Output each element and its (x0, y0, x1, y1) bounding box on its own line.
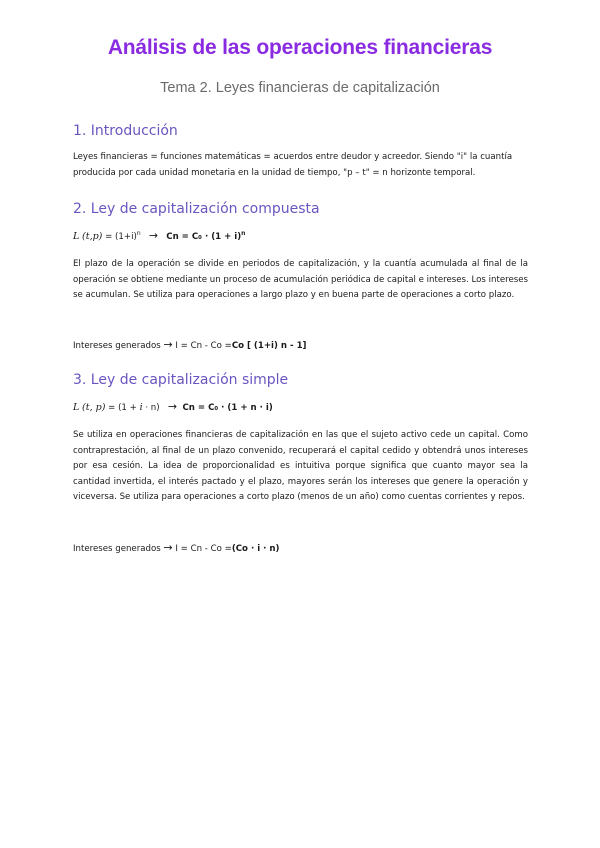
section-heading-introduccion: 1. Introducción (73, 123, 178, 139)
arrow-icon: → (163, 338, 173, 351)
section-paragraph-introduccion (73, 150, 528, 181)
formula-args: (t, p) (82, 402, 106, 413)
paragraph-line: Leyes financieras = funciones matemáticas = acuerdos entre deudor y acreedor. Siendo "i" la cuantía (73, 152, 513, 162)
formula-function: L (73, 402, 80, 413)
formula-rhs-exponent: n (241, 230, 246, 238)
document-title: Análisis de las operaciones financieras (107, 36, 493, 59)
formula-args: (t,p) (82, 231, 103, 242)
formula-lhs: = (1+i) (105, 232, 137, 242)
section-paragraph-simple: Se utiliza en operaciones financieras de capitalización en las que el sujeto activo cede un capital. Como contraprestación, al final de un plazo convenido, recuperará el capital cedido y obtendrá unos intereses por esa cesión. La idea de proporcionalidad es intuitiva porque significa que cuanto mayor sea la cantidad invertida, el interés pactado y el plazo, mayores serán los intereses que genere la operación y viceversa. Se utiliza para operaciones a corto plazo (menos de un año) como cuentas corrientes y repos. (73, 430, 528, 503)
formula-rhs: Cn = C₀ · (1 + n · i) (182, 403, 273, 413)
section-heading-compuesta: 2. Ley de capitalización compuesta (73, 201, 320, 217)
interest-expr-bold: Co [ (1+i) n - 1] (231, 341, 307, 351)
formula-rhs: Cn = C₀ · (1 + i) (166, 232, 242, 242)
interest-line-simple (73, 541, 279, 554)
section-heading-simple: 3. Ley de capitalización simple (73, 372, 289, 388)
formula-lhs-rest: · n) (145, 403, 160, 413)
arrow-icon: → (148, 229, 159, 242)
arrow-icon: → (163, 541, 173, 554)
interest-label: Intereses generados (73, 544, 161, 554)
formula-exponent: n (136, 230, 141, 238)
interest-label: Intereses generados (73, 341, 161, 351)
formula-lhs: = (1 + (108, 403, 137, 413)
interest-expr: I = Cn - Co = (175, 341, 232, 351)
formula-compuesta (73, 229, 245, 242)
section-paragraph-compuesta: El plazo de la operación se divide en periodos de capitalización, y la cuantía acumulada al final de la operación se obtiene mediante un proceso de acumulación periódica de capital e intereses. Los intereses se acumulan. Se utiliza para operaciones a largo plazo y en buena parte de operaciones a corto plazo. (73, 259, 528, 301)
interest-expr: I = Cn - Co = (175, 544, 232, 554)
paragraph-line: producida por cada unidad monetaria en la unidad de tiempo, "p – t" = n horizonte temporal. (73, 167, 476, 178)
formula-function: L (73, 231, 80, 242)
arrow-icon: → (167, 400, 178, 413)
interest-expr-bold: (Co · i · n) (231, 544, 280, 554)
formula-simple (73, 400, 273, 413)
document-subtitle: Tema 2. Leyes financieras de capitalización (160, 80, 440, 96)
formula-i: i (139, 402, 143, 413)
interest-line-compuesta (73, 338, 306, 351)
